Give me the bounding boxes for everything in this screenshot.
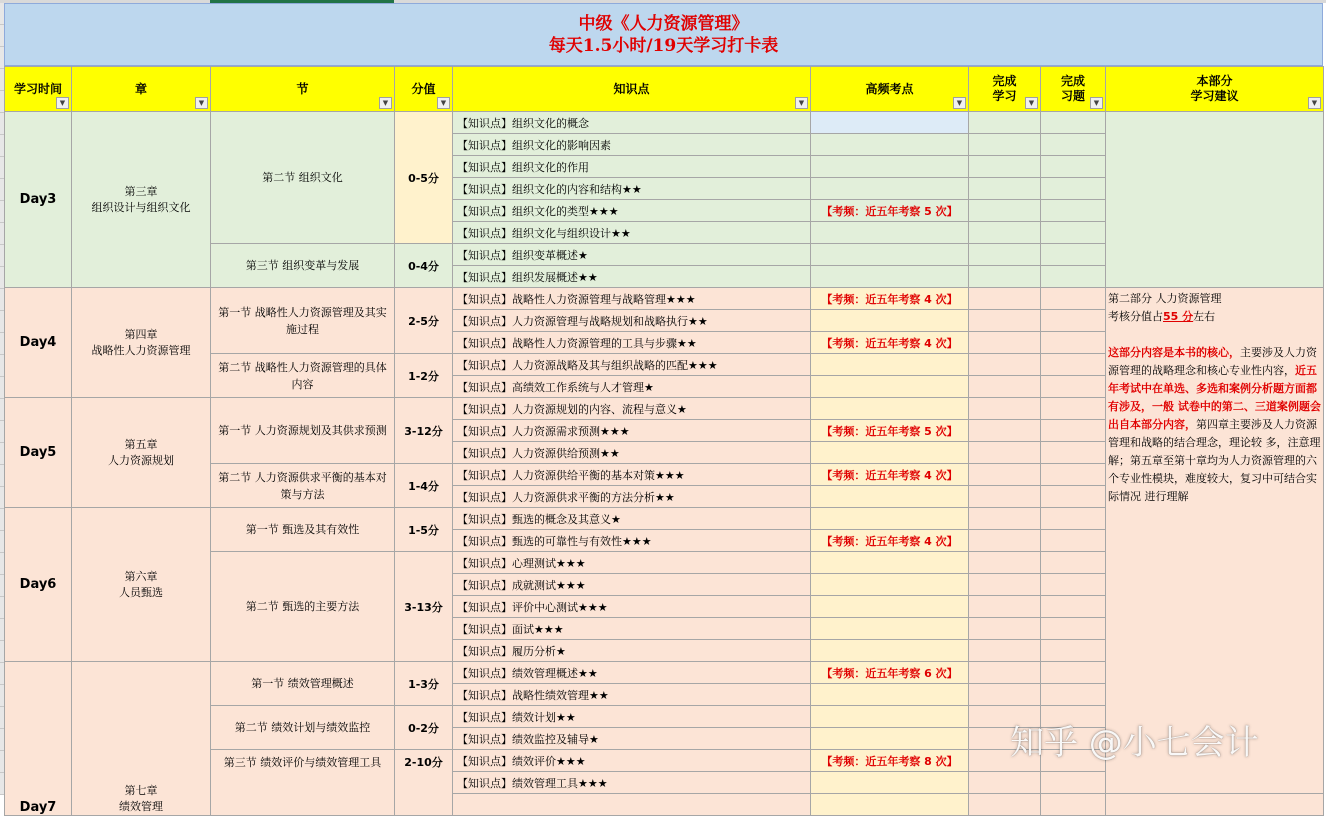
chapter-cell[interactable]: 第六章 人员甄选 [72, 508, 211, 662]
knowledge-cell[interactable]: 【知识点】人力资源管理与战略规划和战略执行★★ [453, 310, 811, 332]
highfreq-cell[interactable] [811, 310, 969, 332]
section-cell[interactable]: 第二节 组织文化 [211, 112, 395, 244]
header-score[interactable]: 分值 ▼ [395, 67, 453, 112]
done-study-cell[interactable] [969, 332, 1041, 354]
highfreq-cell[interactable]: 【考频：近五年考察 6 次】 [811, 662, 969, 684]
done-exercise-cell[interactable] [1041, 310, 1106, 332]
header-section[interactable]: 节 ▼ [211, 67, 395, 112]
highfreq-cell[interactable] [811, 222, 969, 244]
done-study-cell[interactable] [969, 222, 1041, 244]
advice-cell-empty[interactable] [1106, 794, 1324, 816]
done-exercise-cell[interactable] [1041, 596, 1106, 618]
done-exercise-cell[interactable] [1041, 134, 1106, 156]
filter-dropdown-icon[interactable]: ▼ [1025, 97, 1038, 109]
highfreq-cell[interactable] [811, 772, 969, 794]
knowledge-cell[interactable]: 【知识点】战略性人力资源管理与战略管理★★★ [453, 288, 811, 310]
done-exercise-cell[interactable] [1041, 266, 1106, 288]
score-cell[interactable]: 2-10分 [395, 750, 453, 816]
done-exercise-cell[interactable] [1041, 530, 1106, 552]
header-done-study[interactable]: 完成 学习 ▼ [969, 67, 1041, 112]
score-cell[interactable]: 1-2分 [395, 354, 453, 398]
knowledge-cell[interactable]: 【知识点】绩效管理概述★★ [453, 662, 811, 684]
advice-paragraph: 这部分内容是本书的核心，主要涉及人力资源管理的战略理念和核心专业性内容，近五年考试中在单选、多选和案例分析题方面都有涉及，一般 试卷中的第二、三道案例题会出自本部分内容，第四章主要涉及人力资源管理和战略的结合理念，理论较 多，注意理解；第五章至第十章均为人力资源管理的六个专业性模块，难度较大，复习中可结合实际情况 进行理解 [1108, 346, 1321, 503]
section-cell[interactable]: 第一节 人力资源规划及其供求预测 [211, 398, 395, 464]
knowledge-cell[interactable]: 【知识点】绩效计划★★ [453, 706, 811, 728]
score-cell[interactable]: 0-5分 [395, 112, 453, 244]
knowledge-cell[interactable]: 【知识点】履历分析★ [453, 640, 811, 662]
section-cell[interactable]: 第二节 战略性人力资源管理的具体内容 [211, 354, 395, 398]
score-cell[interactable]: 2-5分 [395, 288, 453, 354]
highfreq-cell[interactable]: 【考频：近五年考察 5 次】 [811, 200, 969, 222]
highfreq-cell[interactable]: 【考频：近五年考察 4 次】 [811, 464, 969, 486]
knowledge-cell[interactable]: 【知识点】组织文化的内容和结构★★ [453, 178, 811, 200]
header-advice[interactable]: 本部分 学习建议 ▼ [1106, 67, 1324, 112]
knowledge-cell[interactable]: 【知识点】甄选的可靠性与有效性★★★ [453, 530, 811, 552]
highfreq-cell[interactable] [811, 376, 969, 398]
highfreq-cell[interactable]: 【考频：近五年考察 4 次】 [811, 332, 969, 354]
highfreq-cell[interactable] [811, 640, 969, 662]
knowledge-cell[interactable]: 【知识点】组织文化的概念 [453, 112, 811, 134]
done-exercise-cell[interactable] [1041, 398, 1106, 420]
done-exercise-cell[interactable] [1041, 794, 1106, 816]
title-line-1: 中级《人力资源管理》 [578, 14, 749, 34]
done-exercise-cell[interactable] [1041, 640, 1106, 662]
score-cell[interactable]: 0-2分 [395, 706, 453, 750]
knowledge-cell[interactable]: 【知识点】人力资源需求预测★★★ [453, 420, 811, 442]
knowledge-cell[interactable]: 【知识点】组织文化的类型★★★ [453, 200, 811, 222]
done-exercise-cell[interactable] [1041, 772, 1106, 794]
highfreq-cell[interactable] [811, 508, 969, 530]
done-study-cell[interactable] [969, 640, 1041, 662]
section-cell[interactable]: 第二节 甄选的主要方法 [211, 552, 395, 662]
done-exercise-cell[interactable] [1041, 508, 1106, 530]
knowledge-cell[interactable]: 【知识点】组织文化的作用 [453, 156, 811, 178]
header-highfreq[interactable]: 高频考点 ▼ [811, 67, 969, 112]
knowledge-cell[interactable]: 【知识点】人力资源供给预测★★ [453, 442, 811, 464]
highfreq-cell[interactable]: 【考频：近五年考察 4 次】 [811, 530, 969, 552]
highfreq-cell[interactable] [811, 684, 969, 706]
done-exercise-cell[interactable] [1041, 618, 1106, 640]
highfreq-cell[interactable] [811, 266, 969, 288]
done-exercise-cell[interactable] [1041, 662, 1106, 684]
knowledge-cell[interactable]: 【知识点】组织变革概述★ [453, 244, 811, 266]
chapter-cell[interactable]: 第四章 战略性人力资源管理 [72, 288, 211, 398]
header-row [5, 67, 1324, 112]
table-row [5, 112, 1324, 134]
knowledge-cell[interactable]: 【知识点】组织文化的影响因素 [453, 134, 811, 156]
done-study-cell[interactable] [969, 596, 1041, 618]
done-study-cell[interactable] [969, 552, 1041, 574]
done-exercise-cell[interactable] [1041, 244, 1106, 266]
done-study-cell[interactable] [969, 684, 1041, 706]
done-study-cell[interactable] [969, 794, 1041, 816]
score-cell[interactable]: 1-3分 [395, 662, 453, 706]
done-study-cell[interactable] [969, 134, 1041, 156]
done-exercise-cell[interactable] [1041, 420, 1106, 442]
knowledge-cell[interactable]: 【知识点】人力资源供给平衡的基本对策★★★ [453, 464, 811, 486]
chapter-cell[interactable]: 第七章 绩效管理 [72, 662, 211, 816]
score-cell[interactable]: 1-4分 [395, 464, 453, 508]
advice-cell-empty[interactable] [1106, 112, 1324, 288]
done-exercise-cell[interactable] [1041, 288, 1106, 310]
header-chapter[interactable]: 章 ▼ [72, 67, 211, 112]
knowledge-cell[interactable]: 【知识点】面试★★★ [453, 618, 811, 640]
filter-dropdown-icon[interactable]: ▼ [56, 97, 69, 109]
highfreq-cell[interactable]: 【考频：近五年考察 4 次】 [811, 288, 969, 310]
done-study-cell[interactable] [969, 376, 1041, 398]
done-exercise-cell[interactable] [1041, 200, 1106, 222]
watermark: 知乎 @小七会计 [1010, 723, 1259, 763]
done-exercise-cell[interactable] [1041, 332, 1106, 354]
done-study-cell[interactable] [969, 772, 1041, 794]
knowledge-cell[interactable]: 【知识点】绩效监控及辅导★ [453, 728, 811, 750]
highfreq-cell[interactable]: 【考频：近五年考察 5 次】 [811, 420, 969, 442]
score-cell[interactable]: 3-12分 [395, 398, 453, 464]
knowledge-cell[interactable]: 【知识点】成就测试★★★ [453, 574, 811, 596]
done-study-cell[interactable] [969, 508, 1041, 530]
highfreq-cell[interactable] [811, 112, 969, 134]
day-cell[interactable]: Day5 [5, 398, 72, 508]
knowledge-cell[interactable] [453, 794, 811, 816]
done-study-cell[interactable] [969, 464, 1041, 486]
knowledge-cell[interactable]: 【知识点】人力资源战略及其与组织战略的匹配★★★ [453, 354, 811, 376]
advice-line-1: 第二部分 人力资源管理 [1108, 292, 1222, 305]
day-cell[interactable]: Day4 [5, 288, 72, 398]
section-cell[interactable]: 第一节 甄选及其有效性 [211, 508, 395, 552]
highfreq-cell[interactable] [811, 618, 969, 640]
title-line-2: 每天1.5小时/19天学习打卡表 [548, 36, 779, 56]
done-exercise-cell[interactable] [1041, 222, 1106, 244]
knowledge-cell[interactable]: 【知识点】战略性人力资源管理的工具与步骤★★ [453, 332, 811, 354]
done-exercise-cell[interactable] [1041, 464, 1106, 486]
knowledge-cell[interactable]: 【知识点】高绩效工作系统与人才管理★ [453, 376, 811, 398]
highfreq-cell[interactable] [811, 244, 969, 266]
done-study-cell[interactable] [969, 288, 1041, 310]
day-cell[interactable]: Day7 [5, 662, 72, 816]
day-cell[interactable]: Day6 [5, 508, 72, 662]
filter-dropdown-icon[interactable]: ▼ [195, 97, 208, 109]
section-cell[interactable]: 第三节 绩效评价与绩效管理工具 [211, 750, 395, 816]
done-study-cell[interactable] [969, 442, 1041, 464]
chapter-cell[interactable]: 第三章 组织设计与组织文化 [72, 112, 211, 288]
highfreq-cell[interactable] [811, 794, 969, 816]
knowledge-cell[interactable]: 【知识点】甄选的概念及其意义★ [453, 508, 811, 530]
score-cell[interactable]: 0-4分 [395, 244, 453, 288]
header-done-exercise[interactable]: 完成 习题 ▼ [1041, 67, 1106, 112]
filter-dropdown-icon[interactable]: ▼ [379, 97, 392, 109]
done-study-cell[interactable] [969, 420, 1041, 442]
done-study-cell[interactable] [969, 112, 1041, 134]
done-study-cell[interactable] [969, 398, 1041, 420]
section-cell[interactable]: 第三节 组织变革与发展 [211, 244, 395, 288]
highfreq-cell[interactable] [811, 156, 969, 178]
done-study-cell[interactable] [969, 156, 1041, 178]
highfreq-cell[interactable] [811, 134, 969, 156]
highfreq-cell[interactable] [811, 596, 969, 618]
advice-line-2: 考核分值占55 分左右 [1108, 310, 1216, 323]
done-study-cell[interactable] [969, 574, 1041, 596]
score-highlight: 55 分 [1163, 310, 1194, 323]
highfreq-cell[interactable] [811, 728, 969, 750]
done-exercise-cell[interactable] [1041, 574, 1106, 596]
knowledge-cell[interactable]: 【知识点】战略性绩效管理★★ [453, 684, 811, 706]
done-study-cell[interactable] [969, 200, 1041, 222]
score-cell[interactable]: 1-5分 [395, 508, 453, 552]
done-exercise-cell[interactable] [1041, 684, 1106, 706]
done-study-cell[interactable] [969, 354, 1041, 376]
section-cell[interactable]: 第一节 绩效管理概述 [211, 662, 395, 706]
header-time[interactable]: 学习时间 ▼ [5, 67, 72, 112]
highfreq-cell[interactable] [811, 354, 969, 376]
chapter-cell[interactable]: 第五章 人力资源规划 [72, 398, 211, 508]
day-cell[interactable]: Day3 [5, 112, 72, 288]
done-study-cell[interactable] [969, 618, 1041, 640]
highfreq-cell[interactable] [811, 486, 969, 508]
knowledge-cell[interactable]: 【知识点】人力资源供求平衡的方法分析★★ [453, 486, 811, 508]
highfreq-cell[interactable] [811, 178, 969, 200]
study-plan-table [4, 66, 1324, 816]
highfreq-cell[interactable] [811, 552, 969, 574]
done-exercise-cell[interactable] [1041, 178, 1106, 200]
knowledge-cell[interactable]: 【知识点】心理测试★★★ [453, 552, 811, 574]
knowledge-cell[interactable]: 【知识点】绩效评价★★★ [453, 750, 811, 772]
done-exercise-cell[interactable] [1041, 376, 1106, 398]
highfreq-cell[interactable] [811, 398, 969, 420]
done-study-cell[interactable] [969, 530, 1041, 552]
done-exercise-cell[interactable] [1041, 486, 1106, 508]
done-study-cell[interactable] [969, 310, 1041, 332]
done-exercise-cell[interactable] [1041, 156, 1106, 178]
done-study-cell[interactable] [969, 266, 1041, 288]
done-study-cell[interactable] [969, 244, 1041, 266]
highfreq-cell[interactable] [811, 574, 969, 596]
filter-dropdown-icon[interactable]: ▼ [437, 97, 450, 109]
knowledge-cell[interactable]: 【知识点】组织发展概述★★ [453, 266, 811, 288]
score-cell[interactable]: 3-13分 [395, 552, 453, 662]
filter-dropdown-icon[interactable]: ▼ [953, 97, 966, 109]
section-cell[interactable]: 第二节 人力资源供求平衡的基本对策与方法 [211, 464, 395, 508]
highfreq-cell[interactable]: 【考频：近五年考察 8 次】 [811, 750, 969, 772]
knowledge-cell[interactable]: 【知识点】绩效管理工具★★★ [453, 772, 811, 794]
sheet-title[interactable] [4, 3, 1323, 66]
section-cell[interactable]: 第二节 绩效计划与绩效监控 [211, 706, 395, 750]
filter-dropdown-icon[interactable]: ▼ [795, 97, 808, 109]
done-exercise-cell[interactable] [1041, 442, 1106, 464]
highfreq-cell[interactable] [811, 442, 969, 464]
knowledge-cell[interactable]: 【知识点】组织文化与组织设计★★ [453, 222, 811, 244]
done-study-cell[interactable] [969, 178, 1041, 200]
done-exercise-cell[interactable] [1041, 112, 1106, 134]
done-study-cell[interactable] [969, 486, 1041, 508]
filter-dropdown-icon[interactable]: ▼ [1090, 97, 1103, 109]
done-exercise-cell[interactable] [1041, 552, 1106, 574]
filter-dropdown-icon[interactable]: ▼ [1308, 97, 1321, 109]
table-row [5, 288, 1324, 310]
done-exercise-cell[interactable] [1041, 354, 1106, 376]
highfreq-cell[interactable] [811, 706, 969, 728]
header-knowledge[interactable]: 知识点 ▼ [453, 67, 811, 112]
knowledge-cell[interactable]: 【知识点】人力资源规划的内容、流程与意义★ [453, 398, 811, 420]
section-cell[interactable]: 第一节 战略性人力资源管理及其实施过程 [211, 288, 395, 354]
knowledge-cell[interactable]: 【知识点】评价中心测试★★★ [453, 596, 811, 618]
done-study-cell[interactable] [969, 662, 1041, 684]
